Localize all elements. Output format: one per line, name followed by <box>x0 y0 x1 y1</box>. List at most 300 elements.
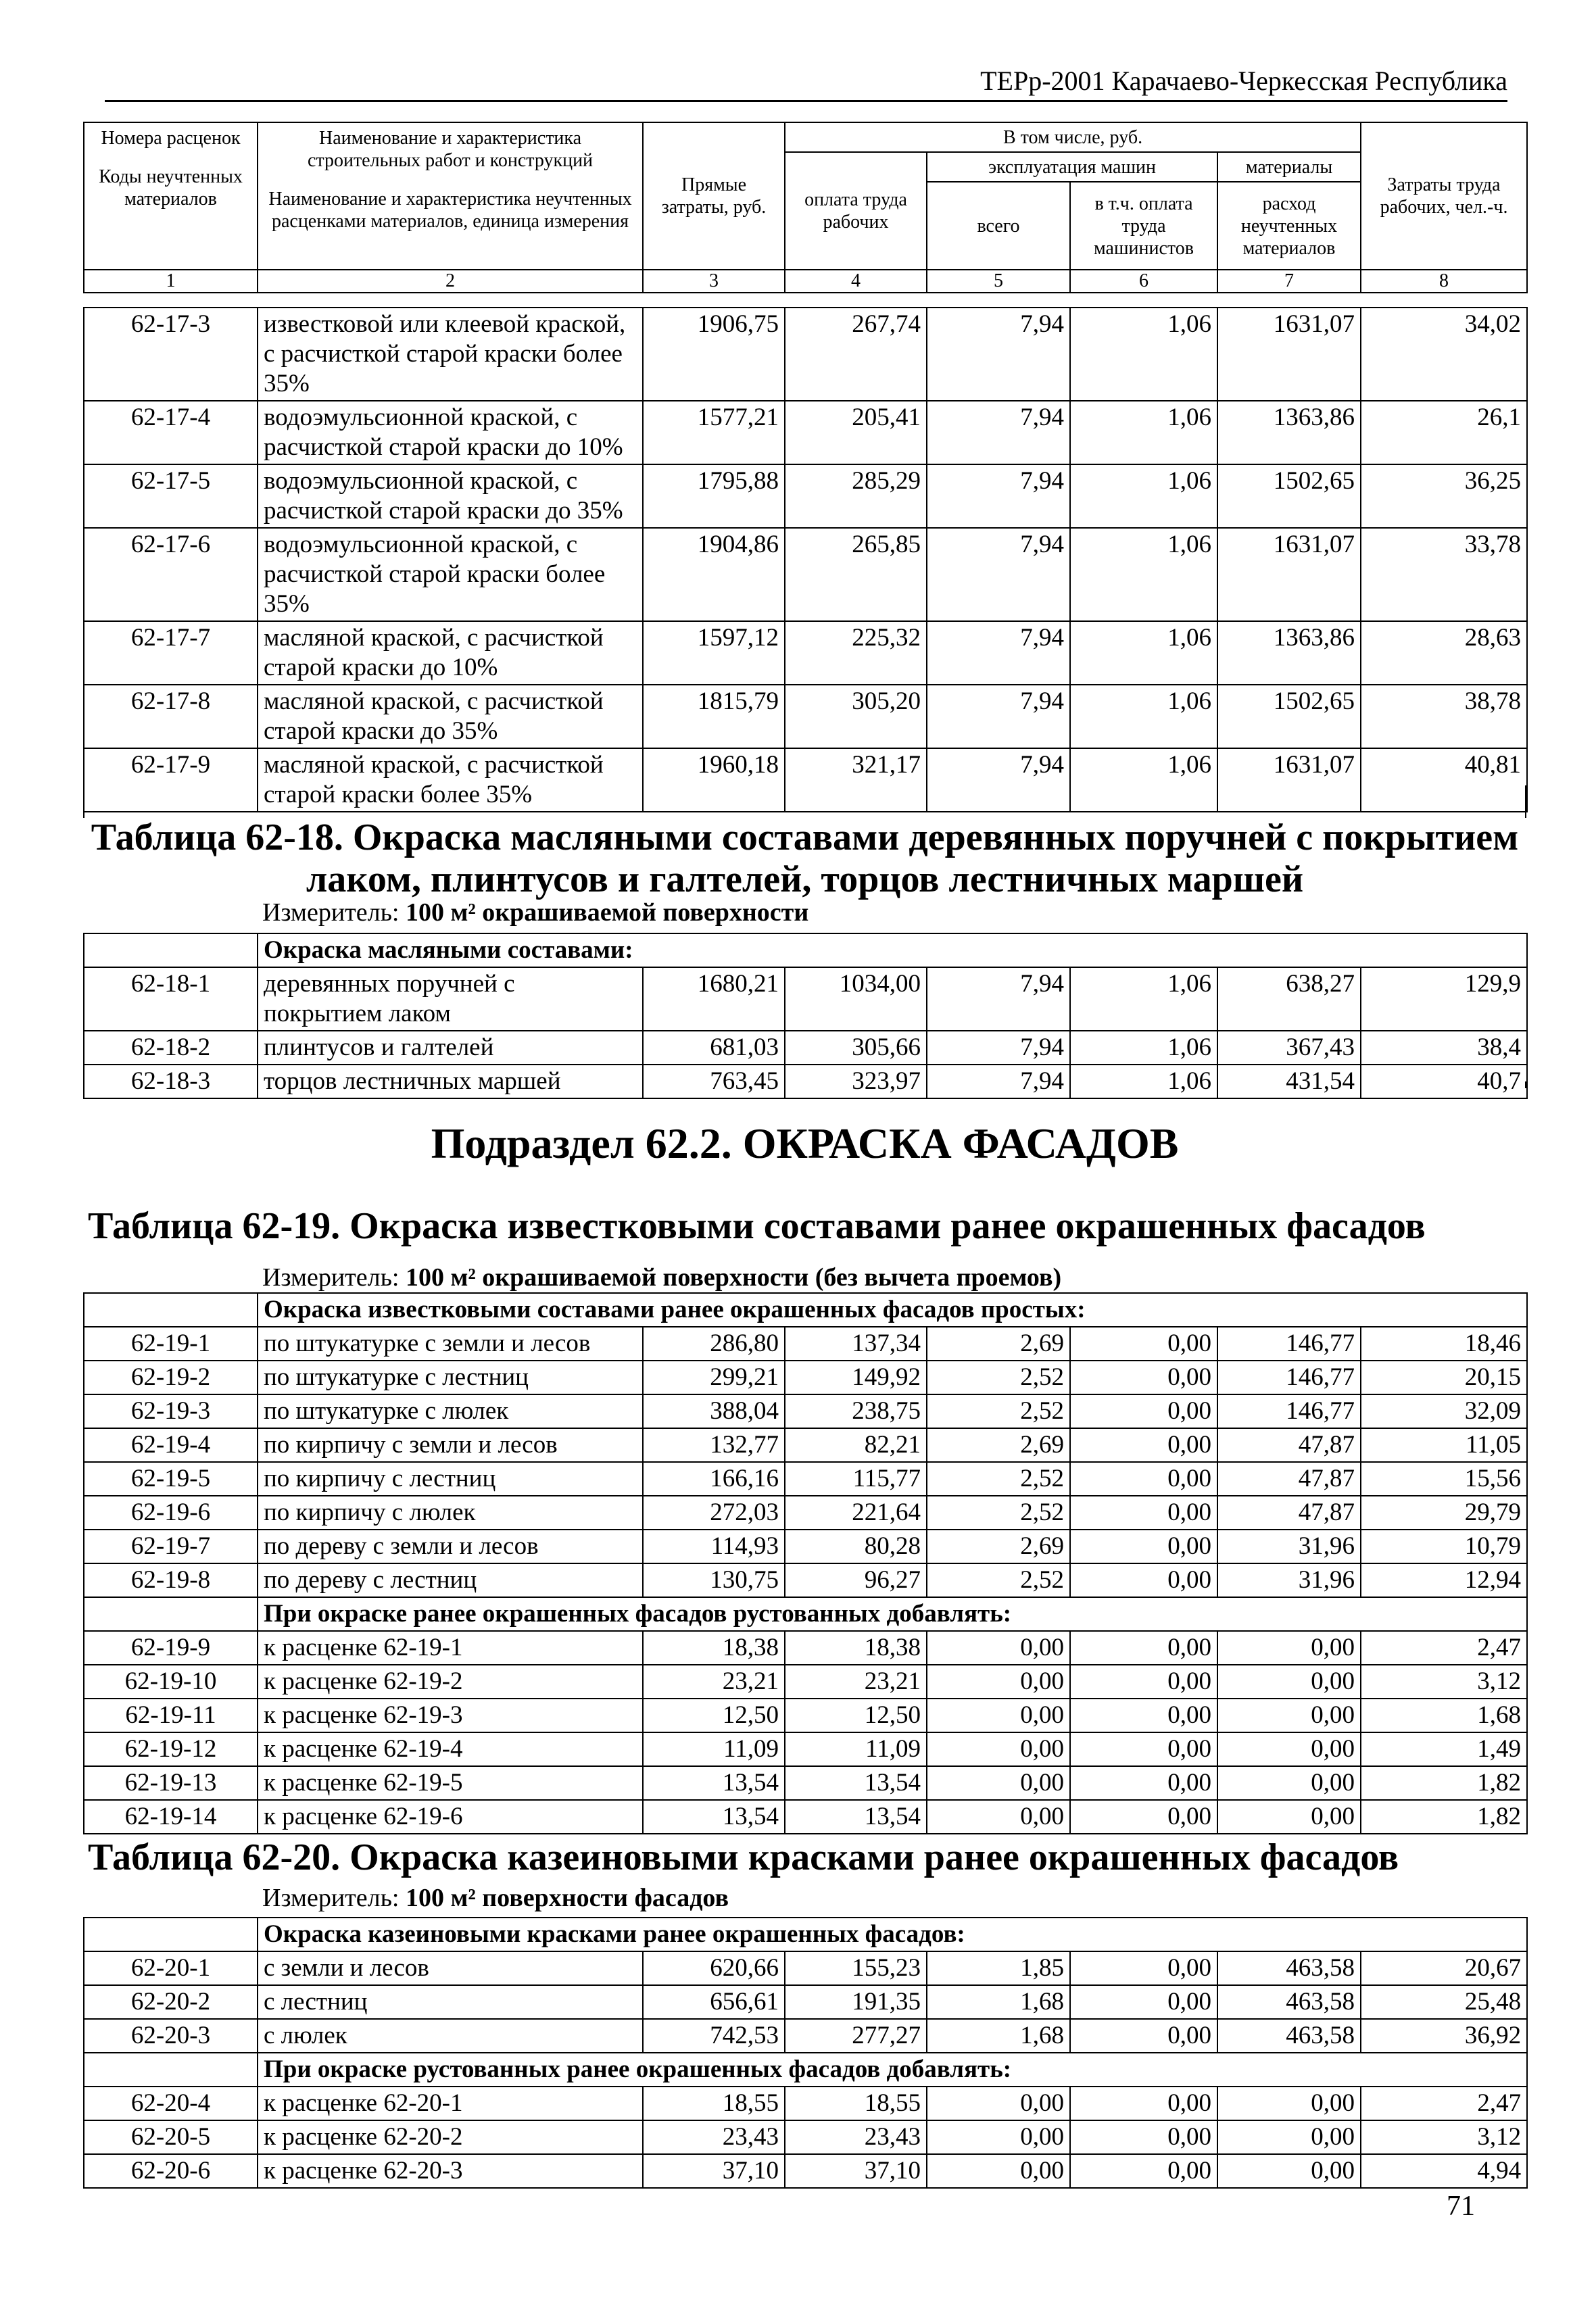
table-row <box>84 1462 1527 1496</box>
machine-labor-cost: 1,06 <box>1070 401 1217 464</box>
labor-hours: 3,12 <box>1361 2120 1527 2154</box>
table-row <box>84 308 1527 401</box>
table-62-17 <box>83 307 1528 812</box>
machine-labor-cost: 0,00 <box>1070 1462 1217 1496</box>
table-row <box>84 1428 1527 1462</box>
work-description: к расценке 62-19-6 <box>258 1800 643 1834</box>
labor-cost: 23,43 <box>785 2120 927 2154</box>
labor-hours: 1,82 <box>1361 1766 1527 1800</box>
table-row <box>84 528 1527 621</box>
rate-code: 62-19-4 <box>84 1428 258 1462</box>
work-description: по дереву с земли и лесов <box>258 1530 643 1563</box>
group-heading-spacer <box>84 1293 258 1327</box>
machine-labor-cost: 0,00 <box>1070 1985 1217 2019</box>
table-row <box>84 2154 1527 2188</box>
materials-cost: 0,00 <box>1217 1800 1361 1834</box>
rate-code: 62-19-12 <box>84 1732 258 1766</box>
direct-cost: 12,50 <box>643 1699 785 1732</box>
header-rule <box>105 100 1507 102</box>
group-heading-spacer <box>84 1918 258 1951</box>
table-row <box>84 1530 1527 1563</box>
running-header: ТЕРр-2001 Карачаево-Черкесская Республика <box>980 66 1507 96</box>
table-62-20 <box>83 1917 1528 2189</box>
labor-cost: 1034,00 <box>785 967 927 1031</box>
materials-cost: 146,77 <box>1217 1394 1361 1428</box>
direct-cost: 272,03 <box>643 1496 785 1530</box>
machine-cost: 7,94 <box>927 1065 1070 1098</box>
rate-code: 62-19-1 <box>84 1327 258 1361</box>
index-cell: 6 <box>1070 270 1217 293</box>
index-cell: 1 <box>84 270 258 293</box>
machine-cost: 2,69 <box>927 1428 1070 1462</box>
rate-code: 62-20-3 <box>84 2019 258 2053</box>
materials-cost: 47,87 <box>1217 1496 1361 1530</box>
rate-code: 62-19-10 <box>84 1665 258 1699</box>
machine-labor-cost: 0,00 <box>1070 1361 1217 1394</box>
work-description: деревянных поручней с покрытием лаком <box>258 967 643 1031</box>
machine-labor-cost: 0,00 <box>1070 1394 1217 1428</box>
work-description: по штукатурке с люлек <box>258 1394 643 1428</box>
col8-header: Затраты труда рабочих, чел.-ч. <box>1361 122 1527 270</box>
materials-cost: 463,58 <box>1217 1985 1361 2019</box>
labor-cost: 149,92 <box>785 1361 927 1394</box>
group-heading-spacer <box>84 933 258 967</box>
direct-cost: 620,66 <box>643 1951 785 1985</box>
work-description: к расценке 62-19-2 <box>258 1665 643 1699</box>
direct-cost: 763,45 <box>643 1065 785 1098</box>
rate-code: 62-18-2 <box>84 1031 258 1065</box>
rate-code: 62-20-4 <box>84 2087 258 2120</box>
rate-code: 62-18-1 <box>84 967 258 1031</box>
rate-code: 62-17-7 <box>84 621 258 685</box>
direct-cost: 742,53 <box>643 2019 785 2053</box>
labor-cost: 155,23 <box>785 1951 927 1985</box>
labor-cost: 115,77 <box>785 1462 927 1496</box>
labor-cost: 323,97 <box>785 1065 927 1098</box>
group-heading: Окраска масляными составами: <box>258 933 1527 967</box>
labor-hours: 4,94 <box>1361 2154 1527 2188</box>
work-description: известковой или клеевой краской, с расчисткой старой краски более 35% <box>258 308 643 401</box>
machine-labor-cost: 0,00 <box>1070 1563 1217 1597</box>
machine-cost: 0,00 <box>927 2154 1070 2188</box>
machine-cost: 7,94 <box>927 464 1070 528</box>
materials-cost: 47,87 <box>1217 1428 1361 1462</box>
direct-cost: 114,93 <box>643 1530 785 1563</box>
labor-cost: 305,66 <box>785 1031 927 1065</box>
labor-cost: 11,09 <box>785 1732 927 1766</box>
machine-labor-cost: 0,00 <box>1070 1732 1217 1766</box>
machine-cost: 2,52 <box>927 1361 1070 1394</box>
table-62-18-title: Таблица 62-18. Окраска масляными составами деревянных поручней с покрытием лаком, плинтусов и галтелей, торцов лестничных маршей <box>91 817 1519 900</box>
work-description: по штукатурке с земли и лесов <box>258 1327 643 1361</box>
direct-cost: 1906,75 <box>643 308 785 401</box>
page-number: 71 <box>1447 2191 1475 2222</box>
materials-cost: 638,27 <box>1217 967 1361 1031</box>
machine-cost: 7,94 <box>927 308 1070 401</box>
materials-cost: 0,00 <box>1217 1699 1361 1732</box>
work-description: по кирпичу с лестниц <box>258 1462 643 1496</box>
labor-cost: 137,34 <box>785 1327 927 1361</box>
table-row <box>84 1031 1527 1065</box>
rate-code: 62-19-11 <box>84 1699 258 1732</box>
table-row <box>84 1327 1527 1361</box>
rate-code: 62-17-5 <box>84 464 258 528</box>
table-62-19-meter: Измеритель: 100 м² окрашиваемой поверхности (без вычета проемов) <box>262 1263 1062 1292</box>
rate-code: 62-19-9 <box>84 1631 258 1665</box>
work-description: к расценке 62-20-1 <box>258 2087 643 2120</box>
labor-hours: 2,47 <box>1361 1631 1527 1665</box>
machine-labor-cost: 0,00 <box>1070 1327 1217 1361</box>
direct-cost: 1597,12 <box>643 621 785 685</box>
table-row <box>84 1951 1527 1985</box>
machine-labor-cost: 0,00 <box>1070 1766 1217 1800</box>
direct-cost: 1815,79 <box>643 685 785 748</box>
table-row <box>84 685 1527 748</box>
machines-header: эксплуатация машин <box>927 152 1217 182</box>
table-row <box>84 621 1527 685</box>
materials-cost: 146,77 <box>1217 1361 1361 1394</box>
labor-cost: 238,75 <box>785 1394 927 1428</box>
machine-cost: 2,69 <box>927 1327 1070 1361</box>
index-cell: 3 <box>643 270 785 293</box>
machine-cost: 0,00 <box>927 2087 1070 2120</box>
rate-code: 62-19-2 <box>84 1361 258 1394</box>
work-description: водоэмульсионной краской, с расчисткой старой краски до 10% <box>258 401 643 464</box>
machine-cost: 7,94 <box>927 685 1070 748</box>
rate-code: 62-20-6 <box>84 2154 258 2188</box>
rate-code: 62-17-8 <box>84 685 258 748</box>
machine-labor-cost: 1,06 <box>1070 685 1217 748</box>
table-62-20-title: Таблица 62-20. Окраска казеиновыми красками ранее окрашенных фасадов <box>88 1836 1399 1878</box>
machine-cost: 0,00 <box>927 1732 1070 1766</box>
materials-cost: 1631,07 <box>1217 748 1361 812</box>
materials-cost: 463,58 <box>1217 1951 1361 1985</box>
index-cell: 4 <box>785 270 927 293</box>
rate-code: 62-20-5 <box>84 2120 258 2154</box>
work-description: водоэмульсионной краской, с расчисткой старой краски до 35% <box>258 464 643 528</box>
direct-cost: 13,54 <box>643 1800 785 1834</box>
work-description: водоэмульсионной краской, с расчисткой старой краски более 35% <box>258 528 643 621</box>
machine-labor-cost: 1,06 <box>1070 621 1217 685</box>
table-row <box>84 1699 1527 1732</box>
labor-cost: 80,28 <box>785 1530 927 1563</box>
machine-labor-cost: 1,06 <box>1070 967 1217 1031</box>
machine-cost: 2,52 <box>927 1496 1070 1530</box>
machine-labor-cost: 0,00 <box>1070 2120 1217 2154</box>
table-row <box>84 1563 1527 1597</box>
labor-cost: 221,64 <box>785 1496 927 1530</box>
machine-labor-cost: 1,06 <box>1070 308 1217 401</box>
machine-labor-cost: 0,00 <box>1070 1428 1217 1462</box>
labor-hours: 10,79 <box>1361 1530 1527 1563</box>
machine-cost: 2,52 <box>927 1394 1070 1428</box>
table-row <box>84 1631 1527 1665</box>
machine-cost: 2,69 <box>927 1530 1070 1563</box>
labor-hours: 129,9 <box>1361 967 1527 1031</box>
materials-cost: 1502,65 <box>1217 464 1361 528</box>
table-row <box>84 1361 1527 1394</box>
labor-cost: 265,85 <box>785 528 927 621</box>
labor-cost: 18,38 <box>785 1631 927 1665</box>
machine-labor-cost: 1,06 <box>1070 464 1217 528</box>
index-cell: 7 <box>1217 270 1361 293</box>
work-description: плинтусов и галтелей <box>258 1031 643 1065</box>
machine-cost: 0,00 <box>927 1699 1070 1732</box>
index-cell: 2 <box>258 270 643 293</box>
machine-labor-cost: 0,00 <box>1070 1496 1217 1530</box>
materials-cost: 31,96 <box>1217 1530 1361 1563</box>
materials-cost: 1631,07 <box>1217 528 1361 621</box>
work-description: по кирпичу с земли и лесов <box>258 1428 643 1462</box>
direct-cost: 286,80 <box>643 1327 785 1361</box>
machine-labor-cost: 1,06 <box>1070 748 1217 812</box>
table-62-18 <box>83 933 1528 1099</box>
table-frame-gap <box>83 1081 1526 1088</box>
labor-hours: 38,78 <box>1361 685 1527 748</box>
machine-cost: 7,94 <box>927 967 1070 1031</box>
table-62-18-meter: Измеритель: 100 м² окрашиваемой поверхности <box>262 898 809 927</box>
group-heading: Окраска известковыми составами ранее окрашенных фасадов простых: <box>258 1293 1527 1327</box>
col6-header: в т.ч. оплата труда машинистов <box>1070 182 1217 270</box>
direct-cost: 23,43 <box>643 2120 785 2154</box>
rate-code: 62-17-3 <box>84 308 258 401</box>
materials-cost: 1363,86 <box>1217 621 1361 685</box>
table-62-19-title: Таблица 62-19. Окраска известковыми составами ранее окрашенных фасадов <box>88 1205 1426 1247</box>
materials-cost: 0,00 <box>1217 2154 1361 2188</box>
work-description: к расценке 62-19-5 <box>258 1766 643 1800</box>
col2-header: Наименование и характеристика строительных работ и конструкций Наименование и характеристика неучтенных расценками материалов, единица измерения <box>258 122 643 270</box>
work-description: с люлек <box>258 2019 643 2053</box>
machine-cost: 7,94 <box>927 621 1070 685</box>
labor-cost: 267,74 <box>785 308 927 401</box>
work-description: масляной краской, с расчисткой старой краски до 35% <box>258 685 643 748</box>
table-62-20-meter: Измеритель: 100 м² поверхности фасадов <box>262 1884 729 1912</box>
machine-labor-cost: 0,00 <box>1070 2154 1217 2188</box>
labor-hours: 15,56 <box>1361 1462 1527 1496</box>
direct-cost: 11,09 <box>643 1732 785 1766</box>
direct-cost: 681,03 <box>643 1031 785 1065</box>
table-row <box>84 464 1527 528</box>
direct-cost: 299,21 <box>643 1361 785 1394</box>
rate-code: 62-19-14 <box>84 1800 258 1834</box>
group-heading: При окраске ранее окрашенных фасадов рустованных добавлять: <box>258 1597 1527 1631</box>
rate-code: 62-17-6 <box>84 528 258 621</box>
table-row <box>84 1665 1527 1699</box>
rate-code: 62-19-5 <box>84 1462 258 1496</box>
table-row <box>84 2120 1527 2154</box>
work-description: с земли и лесов <box>258 1951 643 1985</box>
materials-cost: 431,54 <box>1217 1065 1361 1098</box>
table-62-19 <box>83 1292 1528 1834</box>
index-cell: 5 <box>927 270 1070 293</box>
index-cell: 8 <box>1361 270 1527 293</box>
work-description: с лестниц <box>258 1985 643 2019</box>
table-row <box>84 1496 1527 1530</box>
materials-cost: 47,87 <box>1217 1462 1361 1496</box>
direct-cost: 130,75 <box>643 1563 785 1597</box>
work-description: масляной краской, с расчисткой старой краски более 35% <box>258 748 643 812</box>
machine-labor-cost: 1,06 <box>1070 1065 1217 1098</box>
work-description: масляной краской, с расчисткой старой краски до 10% <box>258 621 643 685</box>
machine-labor-cost: 0,00 <box>1070 1699 1217 1732</box>
machine-cost: 0,00 <box>927 2120 1070 2154</box>
machine-labor-cost: 0,00 <box>1070 1530 1217 1563</box>
table-row <box>84 1800 1527 1834</box>
table-row <box>84 1394 1527 1428</box>
machine-cost: 0,00 <box>927 1631 1070 1665</box>
table-row <box>84 1985 1527 2019</box>
machine-labor-cost: 0,00 <box>1070 1631 1217 1665</box>
col7-header: расход неучтенных материалов <box>1217 182 1361 270</box>
materials-cost: 1631,07 <box>1217 308 1361 401</box>
direct-cost: 37,10 <box>643 2154 785 2188</box>
labor-hours: 1,68 <box>1361 1699 1527 1732</box>
group-heading: При окраске рустованных ранее окрашенных фасадов добавлять: <box>258 2053 1527 2087</box>
machine-cost: 7,94 <box>927 401 1070 464</box>
table-row <box>84 1732 1527 1766</box>
labor-hours: 1,82 <box>1361 1800 1527 1834</box>
direct-cost: 1795,88 <box>643 464 785 528</box>
machine-cost: 1,68 <box>927 1985 1070 2019</box>
direct-cost: 166,16 <box>643 1462 785 1496</box>
labor-cost: 82,21 <box>785 1428 927 1462</box>
machine-labor-cost: 0,00 <box>1070 2019 1217 2053</box>
work-description: к расценке 62-19-1 <box>258 1631 643 1665</box>
labor-hours: 29,79 <box>1361 1496 1527 1530</box>
materials-cost: 0,00 <box>1217 2120 1361 2154</box>
table-row <box>84 2087 1527 2120</box>
work-description: по кирпичу с люлек <box>258 1496 643 1530</box>
work-description: к расценке 62-20-2 <box>258 2120 643 2154</box>
machine-cost: 7,94 <box>927 1031 1070 1065</box>
col5-header: всего <box>927 182 1070 270</box>
rate-code: 62-19-7 <box>84 1530 258 1563</box>
direct-cost: 1680,21 <box>643 967 785 1031</box>
machine-cost: 0,00 <box>927 1766 1070 1800</box>
labor-hours: 11,05 <box>1361 1428 1527 1462</box>
rate-code: 62-20-1 <box>84 1951 258 1985</box>
labor-cost: 13,54 <box>785 1800 927 1834</box>
labor-hours: 12,94 <box>1361 1563 1527 1597</box>
machine-cost: 0,00 <box>927 1665 1070 1699</box>
labor-hours: 2,47 <box>1361 2087 1527 2120</box>
col3-header: Прямые затраты, руб. <box>643 122 785 270</box>
materials-cost: 0,00 <box>1217 1665 1361 1699</box>
table-row <box>84 967 1527 1031</box>
table-row <box>84 401 1527 464</box>
labor-cost: 305,20 <box>785 685 927 748</box>
work-description: по штукатурке с лестниц <box>258 1361 643 1394</box>
labor-cost: 205,41 <box>785 401 927 464</box>
work-description: к расценке 62-19-4 <box>258 1732 643 1766</box>
direct-cost: 1960,18 <box>643 748 785 812</box>
labor-hours: 26,1 <box>1361 401 1527 464</box>
machine-labor-cost: 0,00 <box>1070 1665 1217 1699</box>
machine-cost: 1,85 <box>927 1951 1070 1985</box>
materials-cost: 1502,65 <box>1217 685 1361 748</box>
rate-code: 62-18-3 <box>84 1065 258 1098</box>
materials-cost: 31,96 <box>1217 1563 1361 1597</box>
labor-hours: 34,02 <box>1361 308 1527 401</box>
labor-cost: 12,50 <box>785 1699 927 1732</box>
machine-labor-cost: 0,00 <box>1070 1951 1217 1985</box>
labor-cost: 18,55 <box>785 2087 927 2120</box>
machine-cost: 0,00 <box>927 1800 1070 1834</box>
labor-hours: 1,49 <box>1361 1732 1527 1766</box>
group-heading-spacer <box>84 2053 258 2087</box>
labor-hours: 33,78 <box>1361 528 1527 621</box>
labor-cost: 321,17 <box>785 748 927 812</box>
labor-cost: 23,21 <box>785 1665 927 1699</box>
materials-cost: 0,00 <box>1217 1732 1361 1766</box>
direct-cost: 18,55 <box>643 2087 785 2120</box>
labor-cost: 37,10 <box>785 2154 927 2188</box>
labor-hours: 32,09 <box>1361 1394 1527 1428</box>
labor-hours: 18,46 <box>1361 1327 1527 1361</box>
rate-code: 62-17-4 <box>84 401 258 464</box>
labor-hours: 36,92 <box>1361 2019 1527 2053</box>
work-description: к расценке 62-20-3 <box>258 2154 643 2188</box>
materials-cost: 463,58 <box>1217 2019 1361 2053</box>
table-row <box>84 2019 1527 2053</box>
direct-cost: 388,04 <box>643 1394 785 1428</box>
machine-cost: 7,94 <box>927 528 1070 621</box>
labor-hours: 25,48 <box>1361 1985 1527 2019</box>
materials-cost: 1363,86 <box>1217 401 1361 464</box>
labor-hours: 20,15 <box>1361 1361 1527 1394</box>
rate-code: 62-19-6 <box>84 1496 258 1530</box>
including-header: В том числе, руб. <box>785 122 1361 152</box>
labor-hours: 36,25 <box>1361 464 1527 528</box>
labor-hours: 40,7 <box>1361 1065 1527 1098</box>
machine-cost: 7,94 <box>927 748 1070 812</box>
group-heading: Окраска казеиновыми красками ранее окрашенных фасадов: <box>258 1918 1527 1951</box>
labor-cost: 277,27 <box>785 2019 927 2053</box>
labor-cost: 285,29 <box>785 464 927 528</box>
col4-header: оплата труда рабочих <box>785 152 927 270</box>
work-description: по дереву с лестниц <box>258 1563 643 1597</box>
direct-cost: 1577,21 <box>643 401 785 464</box>
rate-code: 62-20-2 <box>84 1985 258 2019</box>
machine-labor-cost: 1,06 <box>1070 1031 1217 1065</box>
materials-cost: 146,77 <box>1217 1327 1361 1361</box>
column-header-table <box>83 122 1528 293</box>
materials-cost: 0,00 <box>1217 1766 1361 1800</box>
direct-cost: 132,77 <box>643 1428 785 1462</box>
rate-code: 62-17-9 <box>84 748 258 812</box>
direct-cost: 656,61 <box>643 1985 785 2019</box>
direct-cost: 18,38 <box>643 1631 785 1665</box>
labor-hours: 20,67 <box>1361 1951 1527 1985</box>
rate-code: 62-19-3 <box>84 1394 258 1428</box>
machine-cost: 2,52 <box>927 1563 1070 1597</box>
direct-cost: 23,21 <box>643 1665 785 1699</box>
rate-code: 62-19-13 <box>84 1766 258 1800</box>
materials-cost: 0,00 <box>1217 1631 1361 1665</box>
machine-labor-cost: 0,00 <box>1070 2087 1217 2120</box>
materials-cost: 367,43 <box>1217 1031 1361 1065</box>
machine-cost: 2,52 <box>927 1462 1070 1496</box>
work-description: торцов лестничных маршей <box>258 1065 643 1098</box>
subsection-title: Подраздел 62.2. ОКРАСКА ФАСАДОВ <box>431 1119 1179 1167</box>
labor-hours: 3,12 <box>1361 1665 1527 1699</box>
labor-hours: 28,63 <box>1361 621 1527 685</box>
labor-cost: 96,27 <box>785 1563 927 1597</box>
rate-code: 62-19-8 <box>84 1563 258 1597</box>
direct-cost: 1904,86 <box>643 528 785 621</box>
direct-cost: 13,54 <box>643 1766 785 1800</box>
labor-cost: 225,32 <box>785 621 927 685</box>
